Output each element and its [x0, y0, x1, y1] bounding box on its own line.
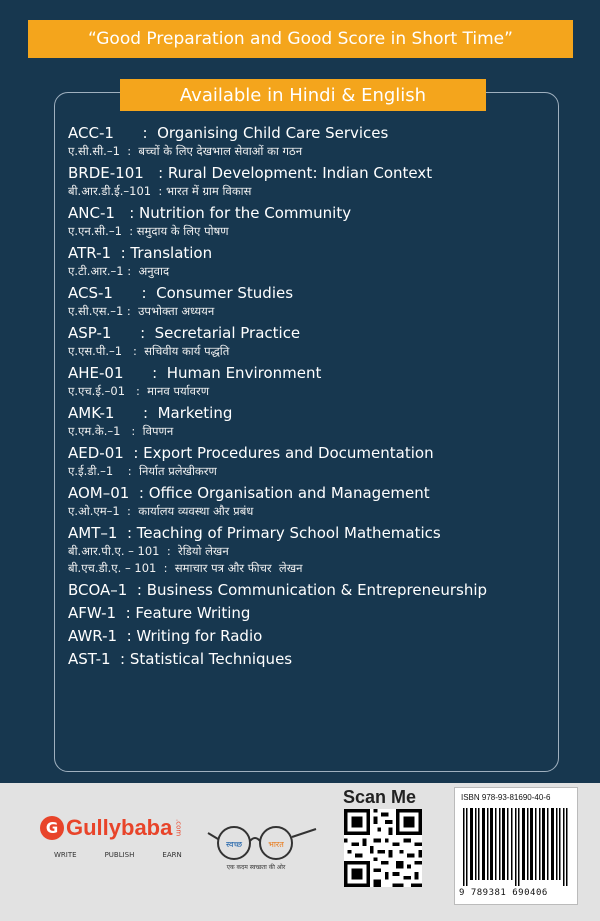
course-item — [68, 626, 558, 646]
course-hindi: ए.ओ.एम–1 : कार्यालय व्यवस्था और प्रबंध — [68, 504, 254, 518]
course-item — [68, 163, 558, 200]
gullybaba-g-icon: G — [40, 816, 64, 840]
course-hindi: ए.एन.सी.–1 : समुदाय के लिए पोषण — [68, 224, 229, 238]
course-hindi: ए.ई.डी.–1 : निर्यात प्रलेखीकरण — [68, 464, 217, 478]
course-item — [68, 580, 558, 600]
course-english: AWR-1 : Writing for Radio — [68, 627, 263, 645]
course-item — [68, 523, 558, 577]
course-hindi: ए.एम.के.–1 : विपणन — [68, 424, 174, 438]
course-english: ATR-1 : Translation — [68, 244, 213, 262]
qr-code[interactable] — [344, 809, 422, 887]
course-item — [68, 243, 558, 280]
course-hindi: बी.आर.पी.ए. – 101 : रेडियो लेखन — [68, 544, 229, 558]
back-cover-footer — [0, 783, 600, 921]
course-item — [68, 203, 558, 240]
course-item — [68, 123, 558, 160]
course-hindi: ए.एच.ई.–01 : मानव पर्यावरण — [68, 384, 210, 398]
tagline-word: EARN — [162, 851, 182, 859]
isbn-number: ISBN 978-93-81690-40-6 — [461, 793, 551, 802]
course-english: ASP-1 : Secretarial Practice — [68, 324, 301, 342]
barcode-icon — [463, 808, 571, 886]
course-item — [68, 363, 558, 400]
course-item — [68, 283, 558, 320]
tagline-word: PUBLISH — [104, 851, 135, 859]
course-hindi: ए.सी.एस.–1 : उपभोक्ता अध्ययन — [68, 304, 215, 318]
course-list — [68, 123, 558, 672]
svg-text:स्वच्छ: स्वच्छ — [225, 840, 243, 849]
course-english: AFW-1 : Feature Writing — [68, 604, 251, 622]
course-hindi: ए.टी.आर.–1 : अनुवाद — [68, 264, 170, 278]
course-item — [68, 603, 558, 623]
brand-suffix: .com — [174, 819, 183, 837]
course-english: BRDE-101 : Rural Development: Indian Context — [68, 164, 433, 182]
svg-text:भारत: भारत — [268, 840, 284, 849]
course-english: BCOA–1 : Business Communication & Entrepreneurship — [68, 581, 488, 599]
course-item — [68, 403, 558, 440]
course-english: AOM–01 : Office Organisation and Management — [68, 484, 430, 502]
course-english: AMK-1 : Marketing — [68, 404, 233, 422]
barcode-digits: 9 789381 690406 — [459, 888, 548, 898]
course-english: AED-01 : Export Procedures and Documentation — [68, 444, 434, 462]
course-english: AHE-01 : Human Environment — [68, 364, 322, 382]
course-hindi: ए.सी.सी.–1 : बच्चों के लिए देखभाल सेवाओं का गठन — [68, 144, 303, 158]
svg-text:एक कदम स्वच्छता की ओर: एक कदम स्वच्छता की ओर — [226, 864, 286, 871]
course-hindi: बी.एच.डी.ए. – 101 : समाचार पत्र और फीचर लेखन — [68, 561, 303, 575]
brand-name: Gullybaba — [66, 815, 173, 840]
course-hindi: ए.एस.पी.–1 : सचिवीय कार्य पद्धति — [68, 344, 230, 358]
qr-code-icon — [344, 809, 422, 887]
course-item — [68, 649, 558, 669]
course-english: ACC-1 : Organising Child Care Services — [68, 124, 389, 142]
isbn-barcode — [454, 787, 578, 905]
tagline-word: WRITE — [54, 851, 77, 859]
language-banner: Available in Hindi & English — [120, 79, 486, 111]
course-english: ACS-1 : Consumer Studies — [68, 284, 294, 302]
course-item — [68, 443, 558, 480]
course-item — [68, 483, 558, 520]
course-english: AMT–1 : Teaching of Primary School Mathematics — [68, 524, 441, 542]
gullybaba-logo — [40, 815, 190, 875]
course-item — [68, 323, 558, 360]
tagline-banner: “Good Preparation and Good Score in Short Time” — [28, 20, 573, 58]
swachh-bharat-logo — [204, 823, 319, 873]
course-hindi: बी.आर.डी.ई.–101 : भारत में ग्राम विकास — [68, 184, 252, 198]
brand-tagline — [54, 851, 190, 859]
course-english: ANC-1 : Nutrition for the Community — [68, 204, 352, 222]
course-english: AST-1 : Statistical Techniques — [68, 650, 293, 668]
scan-me-label: Scan Me — [343, 787, 417, 807]
spectacles-icon — [204, 823, 319, 873]
